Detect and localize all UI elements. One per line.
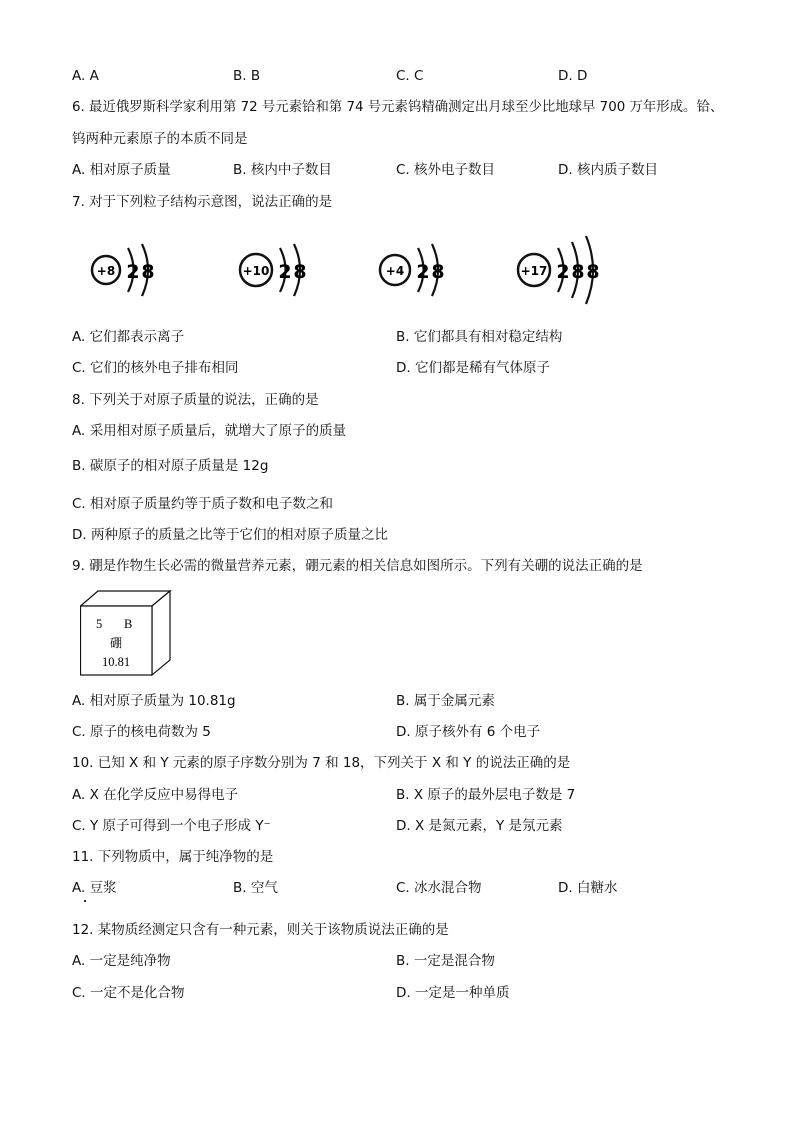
cube-side — [152, 591, 170, 675]
nucleus-charge: +17 — [520, 264, 548, 278]
q10-stem: 10. 已知 X 和 Y 元素的原子序数分别为 7 和 18，下列关于 X 和 Y 的说法正确的是 — [72, 755, 571, 771]
q9-stem: 9. 硼是作物生长必需的微量营养元素，硼元素的相关信息如图所示。下列有关硼的说法正确的是 — [72, 558, 643, 574]
q6-option-d: D. 核内质子数目 — [558, 162, 658, 178]
particle-diagram-4 — [514, 230, 624, 306]
q6-option-b: B. 核内中子数目 — [233, 162, 332, 178]
shell-electrons-2: 8 — [141, 261, 155, 283]
q12-option-b: B. 一定是混合物 — [396, 953, 495, 969]
shell-electrons-1: 2 — [416, 261, 430, 283]
q7-option-a: A. 它们都表示离子 — [72, 329, 185, 345]
q10-option-b: B. X 原子的最外层电子数是 7 — [396, 787, 576, 803]
q11-option-b: B. 空气 — [233, 880, 278, 896]
q5-option-b: B. B — [233, 68, 261, 84]
q8-stem: 8. 下列关于对原子质量的说法，正确的是 — [72, 392, 319, 408]
nucleus-charge: +10 — [242, 264, 270, 278]
q11-option-a: A. 豆浆 — [72, 880, 117, 896]
q7-option-c: C. 它们的核外电子排布相同 — [72, 360, 239, 376]
q12-option-c: C. 一定不是化合物 — [72, 985, 185, 1001]
q12-option-d: D. 一定是一种单质 — [396, 985, 510, 1001]
element-cell-boron — [80, 590, 172, 678]
q10-option-c: C. Y 原子可得到一个电子形成 Y⁻ — [72, 818, 271, 834]
stray-dot — [84, 900, 86, 902]
q12-stem: 12. 某物质经测定只含有一种元素，则关于该物质说法正确的是 — [72, 922, 449, 938]
q11-option-d: D. 白糖水 — [558, 880, 618, 896]
particle-diagram-1 — [86, 234, 176, 306]
q6-option-a: A. 相对原子质量 — [72, 162, 171, 178]
q8-option-b: B. 碳原子的相对原子质量是 12g — [72, 458, 269, 474]
q8-option-c: C. 相对原子质量约等于质子数和电子数之和 — [72, 496, 334, 512]
q9-option-a: A. 相对原子质量为 10.81g — [72, 693, 236, 709]
element-name: 硼 — [109, 636, 123, 650]
atomic-mass: 10.81 — [101, 655, 131, 669]
element-symbol: B — [124, 617, 133, 631]
q11-option-c: C. 冰水混合物 — [396, 880, 482, 896]
shell-electrons-3: 8 — [586, 261, 600, 283]
q6-stem-line1: 6. 最近俄罗斯科学家利用第 72 号元素铪和第 74 号元素钨精确测定出月球至少比地球早 700 万年形成。铪、 — [72, 100, 724, 115]
q5-option-c: C. C — [396, 68, 424, 84]
q9-option-d: D. 原子核外有 6 个电子 — [396, 724, 541, 740]
q5-option-d: D. D — [558, 68, 588, 84]
particle-diagram-3 — [373, 234, 463, 306]
q7-option-d: D. 它们都是稀有气体原子 — [396, 360, 550, 376]
shell-electrons-2: 8 — [571, 261, 585, 283]
q7-stem: 7. 对于下列粒子结构示意图，说法正确的是 — [72, 194, 333, 210]
q12-option-a: A. 一定是纯净物 — [72, 953, 171, 969]
particle-diagram-2 — [234, 234, 324, 306]
nucleus-charge: +8 — [96, 264, 116, 278]
atomic-number: 5 — [96, 617, 103, 631]
q5-option-a: A. A — [72, 68, 99, 84]
q8-option-a: A. 采用相对原子质量后，就增大了原子的质量 — [72, 423, 347, 439]
shell-electrons-1: 2 — [278, 261, 292, 283]
shell-electrons-1: 2 — [556, 261, 570, 283]
q6-option-c: C. 核外电子数目 — [396, 162, 496, 178]
q9-option-b: B. 属于金属元素 — [396, 693, 495, 709]
shell-electrons-2: 8 — [293, 261, 307, 283]
nucleus-charge: +4 — [385, 264, 405, 278]
q10-option-a: A. X 在化学反应中易得电子 — [72, 787, 239, 803]
q7-option-b: B. 它们都具有相对稳定结构 — [396, 329, 563, 345]
q8-option-d: D. 两种原子的质量之比等于它们的相对原子质量之比 — [72, 527, 388, 543]
q11-stem: 11. 下列物质中，属于纯净物的是 — [72, 849, 274, 865]
q10-option-d: D. X 是氮元素，Y 是氖元素 — [396, 818, 563, 834]
q6-stem-line2: 钨两种元素原子的本质不同是 — [72, 131, 248, 147]
q9-option-c: C. 原子的核电荷数为 5 — [72, 724, 211, 740]
shell-electrons-2: 8 — [431, 261, 445, 283]
shell-electrons-1: 2 — [126, 261, 140, 283]
